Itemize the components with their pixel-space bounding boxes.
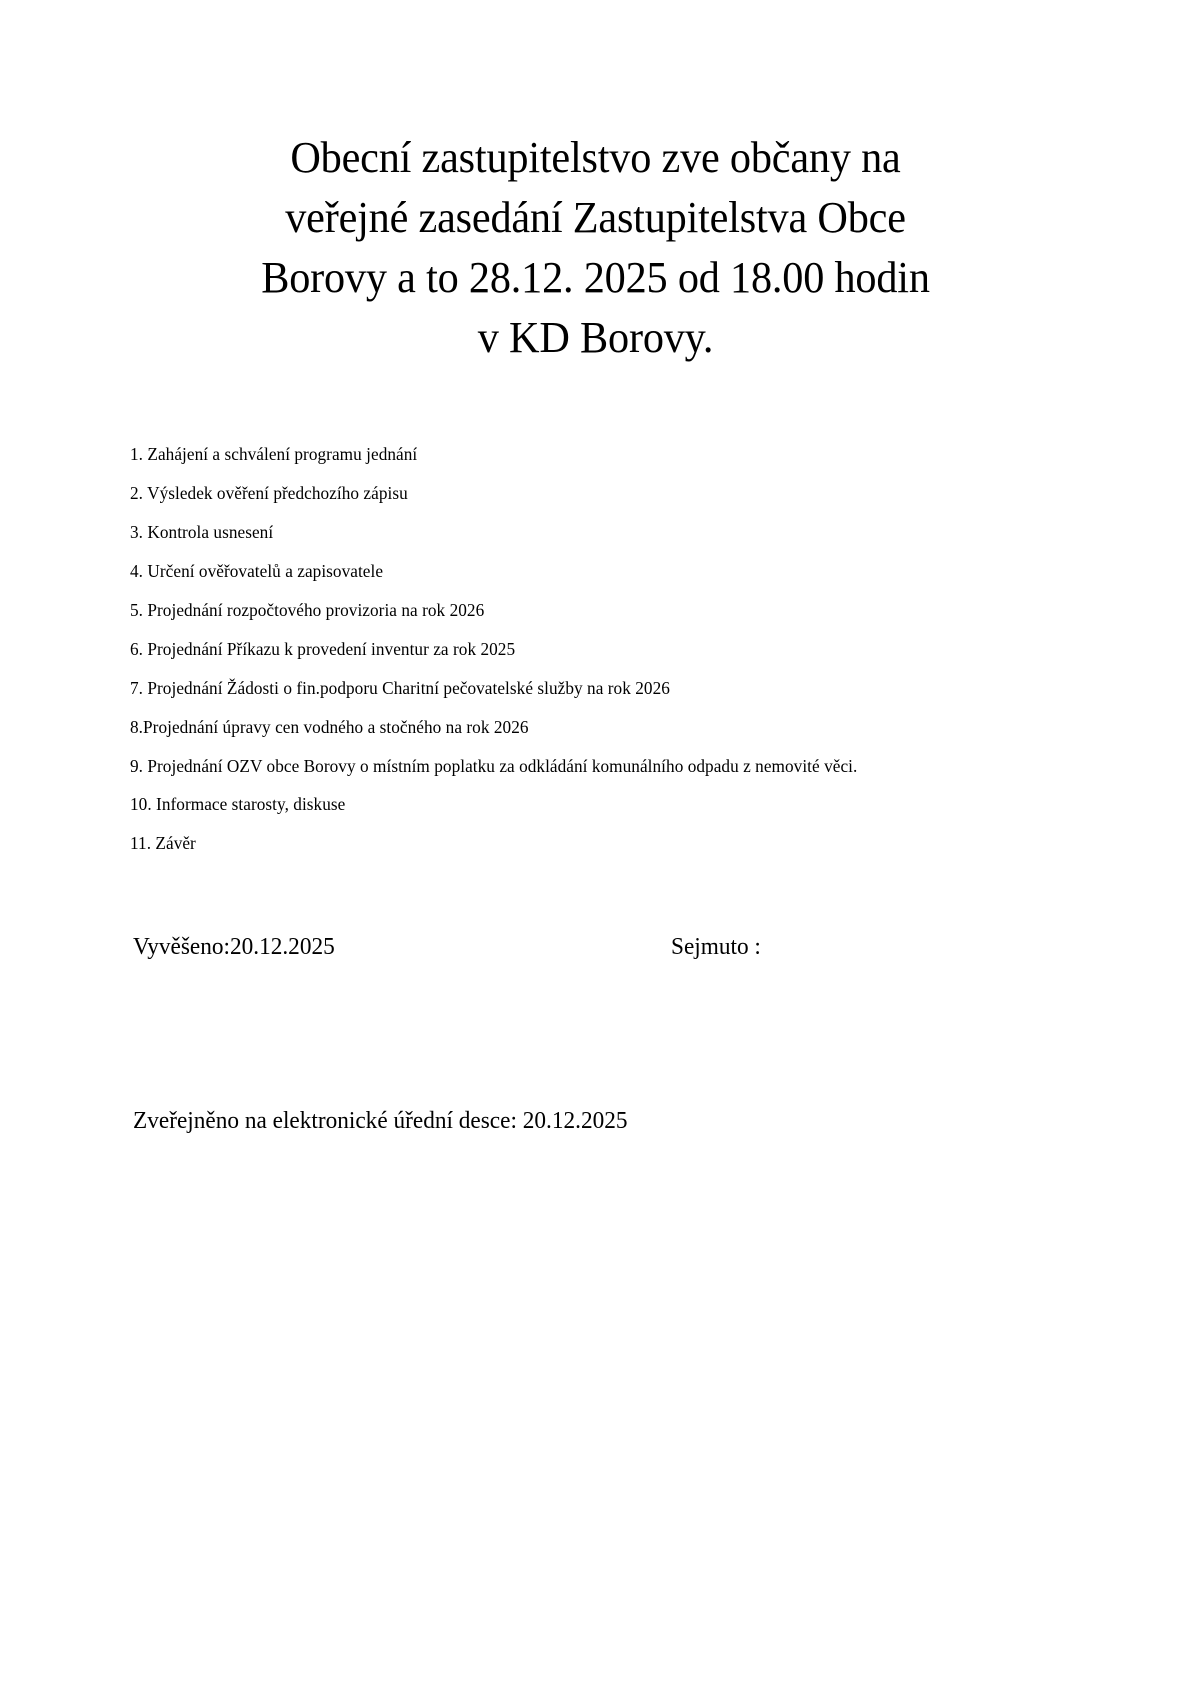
agenda-item-8: 8.Projednání úpravy cen vodného a stočného na rok 2026 — [130, 717, 529, 737]
page-title — [118, 128, 1073, 368]
posting-row — [133, 931, 1013, 963]
agenda-item-9: 9. Projednání OZV obce Borovy o místním poplatku za odkládání komunálního odpadu z nemovité věci. — [130, 756, 858, 776]
agenda-list — [130, 443, 930, 855]
title-line-4: v KD Borovy. — [477, 313, 714, 362]
agenda-item-2: 2. Výsledek ověření předchozího zápisu — [130, 483, 408, 503]
removed-date-label: Sejmuto : — [670, 934, 761, 960]
agenda-item-6: 6. Projednání Příkazu k provedení inventur za rok 2025 — [130, 639, 516, 659]
agenda-item-5: 5. Projednání rozpočtového provizoria na rok 2026 — [130, 600, 485, 620]
agenda-item-3: 3. Kontrola usnesení — [130, 522, 274, 542]
title-line-3: Borovy a to 28.12. 2025 od 18.00 hodin — [261, 253, 930, 302]
agenda-item-1: 1. Zahájení a schválení programu jednání — [130, 444, 418, 464]
title-line-1: Obecní zastupitelstvo zve občany na — [290, 133, 901, 182]
agenda-item-4: 4. Určení ověřovatelů a zapisovatele — [130, 561, 384, 581]
agenda-item-7: 7. Projednání Žádosti o fin.podporu Charitní pečovatelské služby na rok 2026 — [130, 678, 670, 698]
agenda-item-11: 11. Závěr — [130, 833, 196, 853]
posted-date-label: Vyvěšeno:20.12.2025 — [133, 934, 335, 960]
electronic-board-publish-note: Zveřejněno na elektronické úřední desce: 20.12.2025 — [133, 1108, 628, 1134]
agenda-item-10: 10. Informace starosty, diskuse — [130, 794, 346, 814]
title-line-2: veřejné zasedání Zastupitelstva Obce — [285, 193, 906, 242]
